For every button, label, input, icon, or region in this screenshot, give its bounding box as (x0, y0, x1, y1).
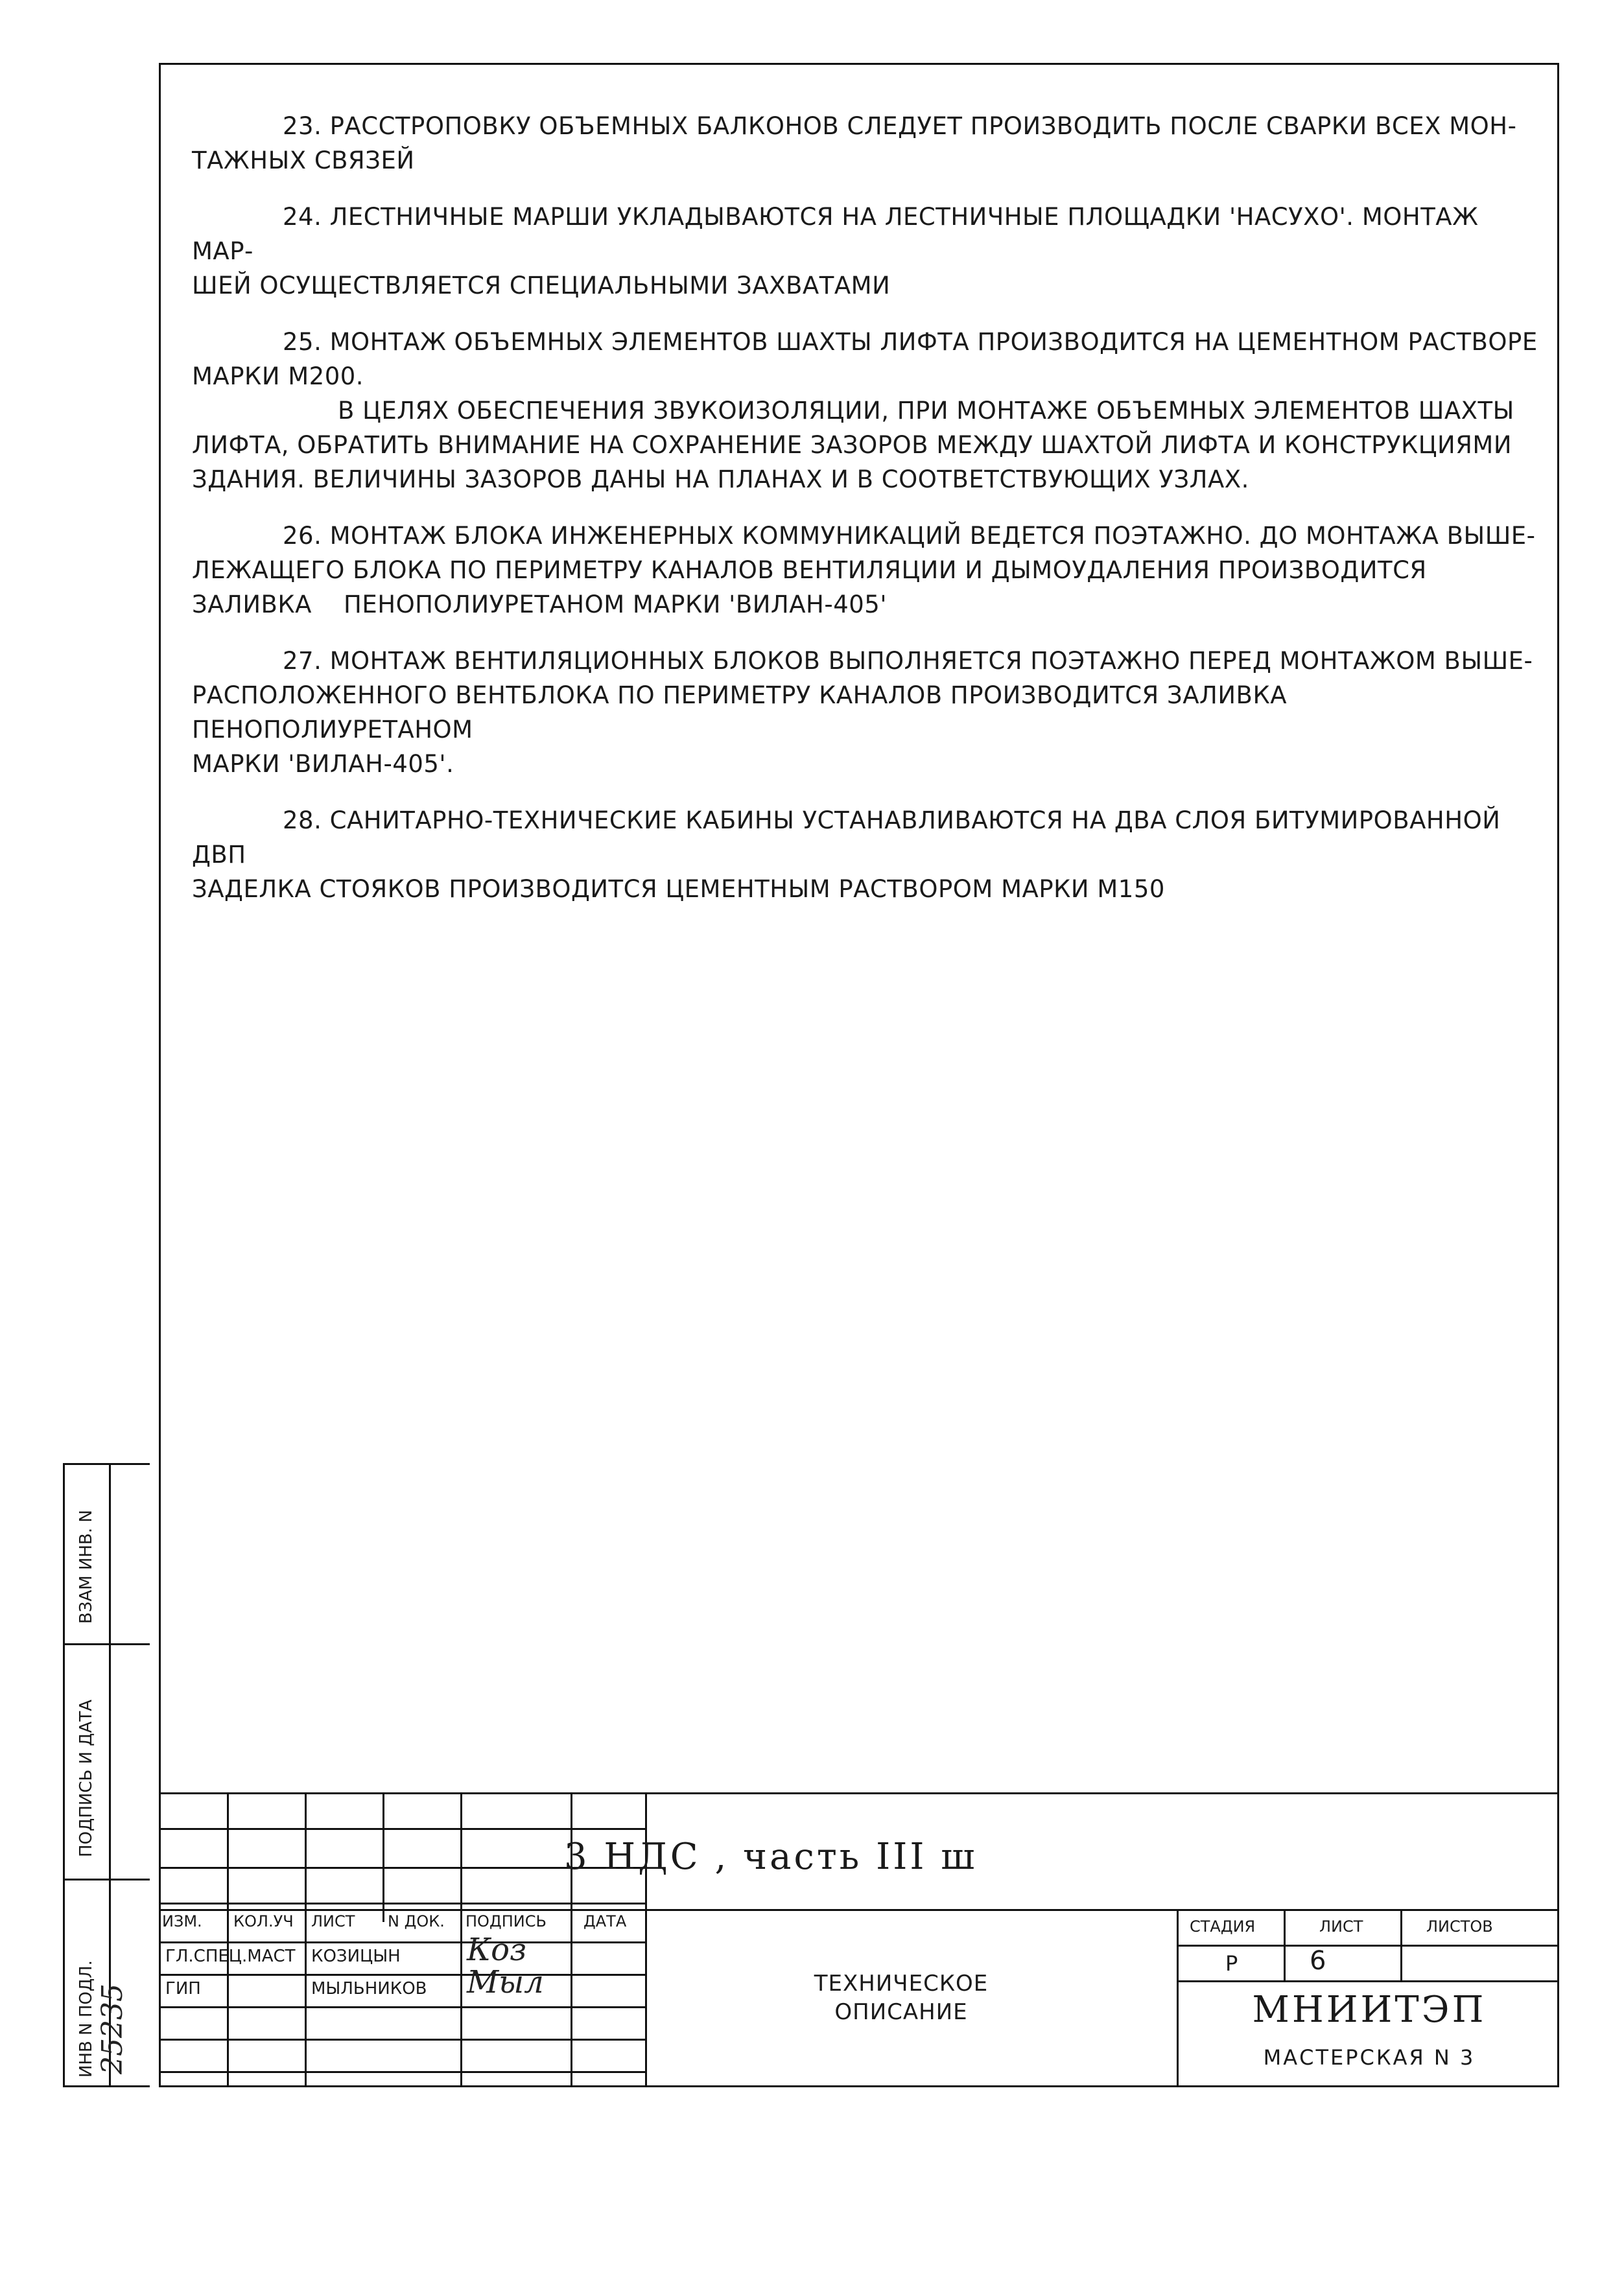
side-label-signature-date: ПОДПИСЬ И ДАТА (76, 1699, 96, 1857)
inventory-number: 25235 (96, 1984, 129, 2074)
header-stage: СТАДИЯ (1190, 1917, 1256, 1936)
note-25 (192, 325, 1540, 497)
note-subparagraph-cont: ЗДАНИЯ. ВЕЛИЧИНЫ ЗАЗОРОВ ДАНЫ НА ПЛАНАХ И В СООТВЕТСТВУЮЩИХ УЗЛАХ. (192, 465, 1249, 493)
note-number: 25. (283, 328, 322, 356)
note-subparagraph: В ЦЕЛЯХ ОБЕСПЕЧЕНИЯ ЗВУКОИЗОЛЯЦИИ, ПРИ МОНТАЖЕ ОБЪЕМНЫХ ЭЛЕМЕНТОВ ШАХТЫ (338, 397, 1514, 425)
header-kol-uch: КОЛ.УЧ (233, 1912, 294, 1930)
note-text-cont: ШЕЙ ОСУЩЕСТВЛЯЕТСЯ СПЕЦИАЛЬНЫМИ ЗАХВАТАМИ (192, 272, 891, 299)
side-divider (65, 1643, 150, 1645)
header-list: ЛИСТ (311, 1912, 355, 1930)
note-text: РАССТРОПОВКУ ОБЪЕМНЫХ БАЛКОНОВ СЛЕДУЕТ ПРОИЗВОДИТЬ ПОСЛЕ СВАРКИ ВСЕХ МОН- (329, 112, 1517, 140)
tb-row-line (159, 2071, 645, 2073)
note-text: ЛЕСТНИЧНЫЕ МАРШИ УКЛАДЫВАЮТСЯ НА ЛЕСТНИЧНЫЕ ПЛОЩАДКИ 'НАСУХО'. МОНТАЖ МАР- (192, 203, 1479, 265)
tb-row-line (1177, 1945, 1559, 1947)
tb-row-line (159, 1828, 645, 1830)
note-27 (192, 644, 1540, 781)
signature-mylnikov: Мыл (467, 1964, 544, 2000)
header-data: ДАТА (583, 1912, 627, 1930)
workshop-name: МАСТЕРСКАЯ N 3 (1263, 2045, 1476, 2070)
role-chief-specialist: ГЛ.СПЕЦ.МАСТ (165, 1947, 296, 1966)
tb-col-line (1177, 1909, 1179, 2087)
tb-row-line (159, 2006, 645, 2008)
header-podpis: ПОДПИСЬ (465, 1912, 547, 1930)
tb-col-line (305, 1792, 307, 2087)
tb-row-line (159, 1941, 645, 1943)
note-text-cont: ЗАЛИВКА ПЕНОПОЛИУРЕТАНОМ МАРКИ 'ВИЛАН-405' (192, 591, 887, 618)
stage-value: Р (1225, 1951, 1238, 1976)
note-subparagraph-cont: ЛИФТА, ОБРАТИТЬ ВНИМАНИЕ НА СОХРАНЕНИЕ ЗАЗОРОВ МЕЖДУ ШАХТОЙ ЛИФТА И КОНСТРУКЦИЯМИ (192, 431, 1512, 459)
note-24 (192, 200, 1540, 303)
note-text: МОНТАЖ БЛОКА ИНЖЕНЕРНЫХ КОММУНИКАЦИЙ ВЕДЕТСЯ ПОЭТАЖНО. ДО МОНТАЖА ВЫШЕ- (329, 522, 1536, 550)
note-text: МОНТАЖ ВЕНТИЛЯЦИОННЫХ БЛОКОВ ВЫПОЛНЯЕТСЯ ПОЭТАЖНО ПЕРЕД МОНТАЖОМ ВЫШЕ- (329, 647, 1533, 675)
role-gip: ГИП (165, 1979, 201, 1998)
header-sheet: ЛИСТ (1319, 1917, 1363, 1936)
note-26 (192, 519, 1540, 622)
note-number: 28. (283, 806, 322, 834)
notes-text (192, 109, 1540, 928)
note-number: 23. (283, 112, 322, 140)
tb-row-line (159, 2039, 645, 2041)
header-n-dok: N ДОК. (388, 1912, 445, 1930)
side-label-replace-inv: ВЗАМ ИНВ. N (76, 1510, 96, 1624)
tb-main-line (159, 1909, 1559, 1911)
header-sheets: ЛИСТОВ (1426, 1917, 1493, 1936)
note-text-cont: ТАЖНЫХ СВЯЗЕЙ (192, 146, 415, 174)
note-text-cont: РАСПОЛОЖЕННОГО ВЕНТБЛОКА ПО ПЕРИМЕТРУ КАНАЛОВ ПРОИЗВОДИТСЯ ЗАЛИВКА ПЕНОПОЛИУРЕТАНОМ (192, 681, 1288, 744)
header-izm: ИЗМ. (162, 1912, 202, 1930)
note-number: 27. (283, 647, 322, 675)
note-text-cont: ЗАДЕЛКА СТОЯКОВ ПРОИЗВОДИТСЯ ЦЕМЕНТНЫМ РАСТВОРОМ МАРКИ М150 (192, 875, 1165, 903)
note-28 (192, 803, 1540, 906)
organization-name: МНИИТЭП (1252, 1989, 1487, 2031)
tb-col-line (227, 1792, 229, 2087)
note-23 (192, 109, 1540, 178)
document-title-line: ОПИСАНИЕ (834, 1999, 968, 2025)
document-code: 3 НДС , часть III ш (564, 1836, 978, 1878)
side-divider (65, 1879, 150, 1881)
tb-row-line (159, 1903, 645, 1904)
tb-row-line (1177, 1980, 1559, 1982)
note-text-cont: ЛЕЖАЩЕГО БЛОКА ПО ПЕРИМЕТРУ КАНАЛОВ ВЕНТИЛЯЦИИ И ДЫМОУДАЛЕНИЯ ПРОИЗВОДИТСЯ (192, 556, 1427, 584)
note-text: МОНТАЖ ОБЪЕМНЫХ ЭЛЕМЕНТОВ ШАХТЫ ЛИФТА ПРОИЗВОДИТСЯ НА ЦЕМЕНТНОМ РАСТВОРЕ (329, 328, 1538, 356)
document-title-line: ТЕХНИЧЕСКОЕ (814, 1971, 989, 1997)
name-mylnikov: МЫЛЬНИКОВ (311, 1979, 427, 1998)
signature-kozitsyn: Коз (467, 1932, 527, 1968)
note-text-cont: МАРКИ М200. (192, 362, 364, 390)
note-number: 24. (283, 203, 322, 231)
note-text: САНИТАРНО-ТЕХНИЧЕСКИЕ КАБИНЫ УСТАНАВЛИВАЮТСЯ НА ДВА СЛОЯ БИТУМИРОВАННОЙ ДВП (192, 806, 1501, 869)
name-kozitsyn: КОЗИЦЫН (311, 1947, 401, 1966)
document-title (765, 1969, 1037, 2026)
tb-col-line (460, 1792, 462, 2087)
side-label-inv-original: ИНВ N ПОДЛ. (76, 1960, 96, 2078)
note-number: 26. (283, 522, 322, 550)
note-text-cont: МАРКИ 'ВИЛАН-405'. (192, 750, 454, 778)
tb-row-line (159, 1974, 645, 1976)
sheet-value: 6 (1310, 1946, 1326, 1976)
